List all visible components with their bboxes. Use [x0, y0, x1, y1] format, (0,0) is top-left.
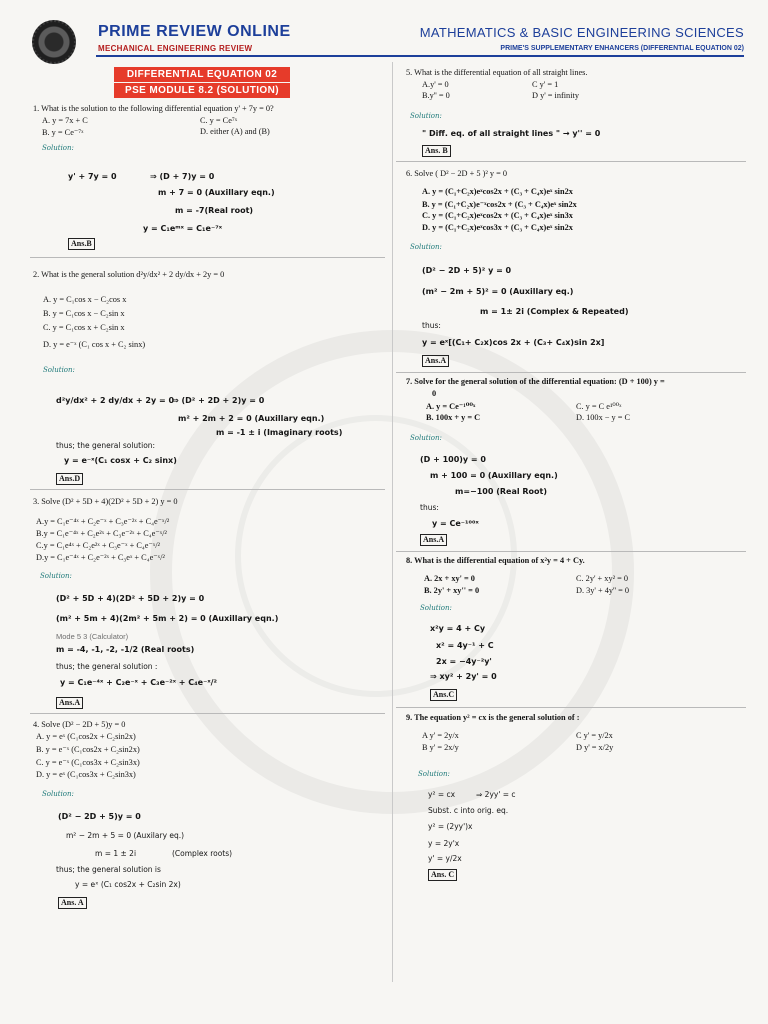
- q6-thus: thus:: [422, 321, 441, 330]
- q5-option-c: C y' = 1: [532, 80, 559, 89]
- q6-step: y = eˣ[(C₁+ C₂x)cos 2x + (C₃+ C₄x)sin 2x]: [422, 338, 605, 347]
- q5-option-d: D y' = infinity: [532, 91, 579, 100]
- q9-question: 9. The equation y² = cx is the general solution of :: [406, 713, 580, 722]
- q4-answer-box: Ans. A: [58, 897, 87, 909]
- question-divider: [30, 713, 385, 714]
- q3-question: 3. Solve (D² + 5D + 4)(2D² + 5D + 2) y = 0: [33, 497, 178, 506]
- q6-option-d: D. y = (C₁+C₂x)eˣcos3x + (C₃ + C₄x)eˣ sin2x: [422, 223, 573, 232]
- q1-option-b: B. y = Ce⁻⁷ˣ: [42, 128, 84, 137]
- q1-step: m = -7(Real root): [175, 206, 254, 215]
- q5-step: " Diff. eq. of all straight lines " → y'' = 0: [422, 129, 601, 138]
- q6-option-a: A. y = (C₁+C₂x)eˣcos2x + (C₃ + C₄x)eˣ sin2x: [422, 187, 573, 196]
- q8-question: 8. What is the differential equation of x²y = 4 + Cy.: [406, 556, 585, 565]
- q9-step: y² = cx: [428, 790, 456, 799]
- q2-step: d²y/dx² + 2 dy/dx + 2y = 0: [56, 396, 175, 405]
- q1-step: ⇒ (D + 7)y = 0: [150, 172, 215, 181]
- q8-solution-label: Solution:: [420, 604, 452, 612]
- question-divider: [396, 372, 746, 373]
- q4-step: (Complex roots): [172, 849, 233, 858]
- q2-step: y = e⁻ˣ(C₁ cosx + C₂ sinx): [64, 456, 177, 465]
- q5-option-a: A.y' = 0: [422, 80, 449, 89]
- q9-option-b: B y' = 2x/y: [422, 743, 459, 752]
- q3-solution-label: Solution:: [40, 572, 72, 580]
- q7-option-a: A. y = Ce⁻¹⁰⁰ˣ: [426, 402, 476, 411]
- brand-title: PRIME REVIEW ONLINE: [98, 23, 291, 40]
- q7-step: y = Ce⁻¹⁰⁰ˣ: [432, 519, 479, 528]
- q9-option-a: A y' = 2y/x: [422, 731, 459, 740]
- q7-solution-label: Solution:: [410, 434, 442, 442]
- q3-step: thus; the general solution :: [56, 662, 158, 671]
- q2-option-b: B. y = C₁cos x − C₂sin x: [43, 309, 125, 318]
- q4-question: 4. Solve (D² − 2D + 5)y = 0: [33, 720, 126, 729]
- q9-solution-label: Solution:: [418, 770, 450, 778]
- q3-option-b: B.y = C₁e⁻⁴ˣ + C₂e²ˣ + C₃e⁻²ˣ + C₄e⁻ˣ/²: [36, 529, 167, 538]
- question-divider: [396, 551, 746, 552]
- q9-step: y' = y/2x: [428, 854, 462, 863]
- q6-step: (m² − 2m + 5)² = 0 (Auxillary eq.): [422, 287, 574, 296]
- q7-answer-box: Ans.A: [420, 534, 447, 546]
- q4-option-a: A. y = eˣ (C₁cos2x + C₂sin2x): [36, 732, 136, 741]
- question-divider: [396, 707, 746, 708]
- q1-step: m + 7 = 0 (Auxillary eqn.): [158, 188, 275, 197]
- q5-answer-box: Ans. B: [422, 145, 451, 157]
- q7-question: 7. Solve for the general solution of the differential equation: (D + 100) y =: [406, 377, 665, 386]
- q7-step: m + 100 = 0 (Auxillary eqn.): [430, 471, 558, 480]
- q1-step: y' + 7y = 0: [68, 172, 117, 181]
- q8-answer-box: Ans.C: [430, 689, 457, 701]
- q8-option-d: D. 3y' + 4y'' = 0: [576, 586, 630, 595]
- question-divider: [30, 489, 385, 490]
- q3-step: m = -4, -1, -2, -1/2 (Real roots): [56, 645, 195, 654]
- q7-option-b: B. 100x + y = C: [426, 413, 481, 422]
- q1-option-a: A. y = 7x + C: [42, 116, 88, 125]
- q9-answer-box: Ans. C: [428, 869, 457, 881]
- question-divider: [30, 257, 385, 258]
- q1-step: y = C₁eᵐˣ = C₁e⁻⁷ˣ: [143, 224, 222, 233]
- question-divider: [396, 161, 746, 162]
- q2-step: m² + 2m + 2 = 0 (Auxillary eqn.): [178, 414, 325, 423]
- q8-option-a: A. 2x + xy' = 0: [424, 574, 475, 583]
- q8-step: ⇒ xy² + 2y' = 0: [430, 672, 497, 681]
- q3-step: (D² + 5D + 4)(2D² + 5D + 2)y = 0: [56, 594, 205, 603]
- q9-step: y² = (2yy')x: [428, 822, 473, 831]
- subject-title: MATHEMATICS & BASIC ENGINEERING SCIENCES: [419, 25, 744, 40]
- q1-question: 1. What is the solution to the following differential equation y' + 7y = 0?: [33, 104, 274, 113]
- q3-answer-box: Ans.A: [56, 697, 83, 709]
- brand-subtitle: MECHANICAL ENGINEERING REVIEW: [98, 44, 253, 53]
- q2-option-a: A. y = C₁cos x − C₂cos x: [43, 295, 127, 304]
- q4-step: (D² − 2D + 5)y = 0: [58, 812, 141, 821]
- q3-step: y = C₁e⁻⁴ˣ + C₂e⁻ˣ + C₃e⁻²ˣ + C₄e⁻ˣ/²: [60, 678, 218, 687]
- q2-option-d: D. y = e⁻ˣ (C₁ cos x + C₂ sinx): [43, 340, 146, 349]
- q3-option-a: A.y = C₁e⁻⁴ˣ + C₂e⁻ˣ + C₃e⁻²ˣ + C₄e⁻ˣ/²: [36, 517, 170, 526]
- q7-option-c: C. y = C e¹⁰⁰ˣ: [576, 402, 622, 411]
- q4-option-c: C. y = e⁻ˣ (C₁cos3x + C₂sin3x): [36, 758, 140, 767]
- q2-option-c: C. y = C₁cos x + C₂sin x: [43, 323, 125, 332]
- column-divider: [392, 62, 393, 982]
- q1-option-c: C. y = Ce⁷ˣ: [200, 116, 238, 125]
- q8-step: 2x = −4y⁻²y': [436, 657, 492, 666]
- series-title: PRIME'S SUPPLEMENTARY ENHANCERS (DIFFERENTIAL EQUATION 02): [500, 45, 744, 52]
- q8-step: x²y = 4 + Cy: [430, 624, 486, 633]
- q5-solution-label: Solution:: [410, 112, 442, 120]
- q9-step: y = 2y'x: [428, 839, 460, 848]
- q1-option-d: D. either (A) and (B): [200, 127, 270, 136]
- q3-option-c: C.y = C₁e⁴ˣ + C₂e²ˣ + C₃e⁻ˣ + C₄e⁻ˣ/²: [36, 541, 161, 550]
- q4-step: m = 1 ± 2i: [95, 849, 137, 858]
- q2-answer-box: Ans.D: [56, 473, 83, 485]
- q7-thus: thus:: [420, 503, 439, 512]
- q2-step: thus; the general solution:: [56, 441, 156, 450]
- q7-step: m=−100 (Real Root): [455, 487, 548, 496]
- q4-option-d: D. y = eˣ (C₁cos3x + C₂sin3x): [36, 770, 136, 779]
- q4-step: thus; the general solution is: [56, 865, 161, 874]
- q9-option-c: C y' = y/2x: [576, 731, 613, 740]
- q7-step: (D + 100)y = 0: [420, 455, 486, 464]
- q9-option-d: D y' = x/2y: [576, 743, 614, 752]
- q6-step: m = 1± 2i (Complex & Repeated): [480, 307, 629, 316]
- q2-question: 2. What is the general solution d²y/dx² + 2 dy/dx + 2y = 0: [33, 270, 225, 279]
- q3-step: Mode 5 3 (Calculator): [56, 632, 129, 641]
- q6-question: 6. Solve ( D² − 2D + 5 )² y = 0: [406, 169, 508, 178]
- q2-solution-label: Solution:: [43, 366, 75, 374]
- q2-step: ⇒ (D² + 2D + 2)y = 0: [172, 396, 265, 405]
- q4-solution-label: Solution:: [42, 790, 74, 798]
- q9-step: Subst. c into orig. eq.: [428, 806, 509, 815]
- q2-step: m = -1 ± i (Imaginary roots): [216, 428, 343, 437]
- q8-option-b: B. 2y' + xy'' = 0: [424, 586, 480, 595]
- q3-option-d: D.y = C₁e⁻⁴ˣ + C₂e⁻²ˣ + C₃eˣ + C₄e⁻ˣ/²: [36, 553, 165, 562]
- q1-solution-label: Solution:: [42, 144, 74, 152]
- q3-step: (m² + 5m + 4)(2m² + 5m + 2) = 0 (Auxillary eqn.): [56, 614, 279, 623]
- banner-title: DIFFERENTIAL EQUATION 02: [114, 67, 290, 82]
- q8-step: x² = 4y⁻¹ + C: [436, 641, 494, 650]
- q7-question-continued: 0: [432, 389, 437, 398]
- q6-answer-box: Ans.A: [422, 355, 449, 367]
- q9-step: ⇒ 2yy' = c: [476, 790, 516, 799]
- q6-option-c: C. y = (C₁+C₂x)eˣcos2x + (C₃ + C₄x)eˣ sin3x: [422, 211, 573, 220]
- q8-option-c: C. 2y' + xy² = 0: [576, 574, 629, 583]
- q5-question: 5. What is the differential equation of all straight lines.: [406, 68, 588, 77]
- q4-option-b: B. y = e⁻ˣ (C₁cos2x + C₂sin2x): [36, 745, 140, 754]
- header-rule: [96, 55, 744, 57]
- brand-logo: [32, 20, 76, 64]
- q6-option-b: B. y = (C₁+C₂x)e⁻ˣcos2x + (C₃ + C₄x)eˣ sin2x: [422, 200, 577, 209]
- q6-step: (D² − 2D + 5)² y = 0: [422, 266, 512, 275]
- banner-subtitle: PSE MODULE 8.2 (SOLUTION): [114, 83, 290, 98]
- q4-step: y = eˣ (C₁ cos2x + C₂sin 2x): [75, 880, 181, 889]
- q6-solution-label: Solution:: [410, 243, 442, 251]
- q4-step: m² − 2m + 5 = 0 (Auxilary eq.): [66, 831, 185, 840]
- q5-option-b: B.y'' = 0: [422, 91, 450, 100]
- q1-answer-box: Ans.B: [68, 238, 95, 250]
- q7-option-d: D. 100x − y = C: [576, 413, 631, 422]
